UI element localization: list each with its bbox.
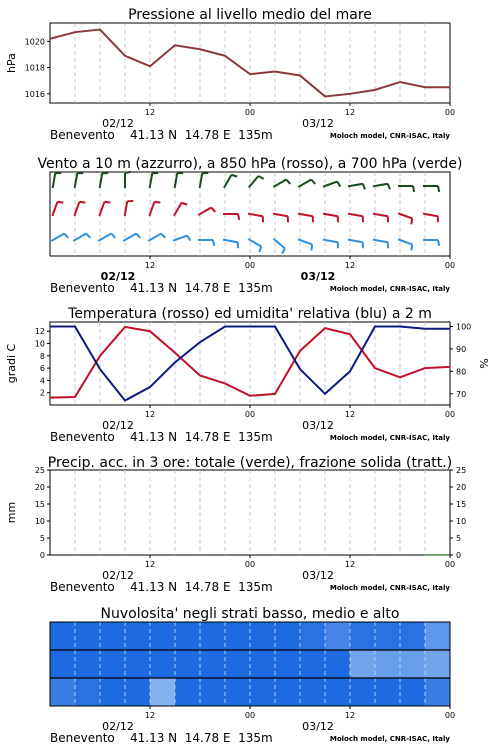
barb-shaft [275, 240, 285, 248]
y2-tick-label: 90 [456, 344, 467, 354]
barb-shaft [300, 180, 311, 187]
barb-flag [438, 240, 439, 246]
barb-shaft [375, 184, 388, 186]
chart-title: Temperatura (rosso) ed umidita' relativa (blu) a 2 m [68, 306, 432, 322]
barb-shaft [175, 203, 182, 214]
barb-shaft [250, 214, 263, 216]
barb-shaft [53, 173, 55, 186]
barb-flag [311, 244, 312, 250]
wind-850-barb [223, 214, 239, 220]
date-label: 03/12 [302, 569, 334, 582]
barb-flag [337, 182, 340, 187]
barb-shaft [375, 214, 388, 216]
y-tick-label: 5 [39, 534, 45, 543]
location-label: Benevento 41.13 N 14.78 E 135m [50, 580, 273, 594]
wind-850-barb [149, 202, 160, 216]
date-label: 02/12 [100, 270, 136, 283]
wind-10m-barb [98, 234, 115, 242]
credit-label: Moloch model, CNR-ISAC, Italy [329, 584, 450, 592]
date-label: 02/12 [102, 720, 134, 733]
wind-850-barb [74, 202, 85, 216]
cloud-cell-basso [200, 678, 225, 706]
barb-shaft [400, 214, 412, 218]
cloud-cell-alto [125, 622, 150, 650]
date-label: 03/12 [300, 270, 336, 283]
cloud-cell-basso [250, 678, 275, 706]
y-tick-label: 10 [34, 517, 45, 526]
barb-shaft [400, 240, 412, 244]
location-label: Benevento 41.13 N 14.78 E 135m [50, 281, 273, 295]
wind-10m-barb [123, 234, 140, 242]
cloud-cell-alto [175, 622, 200, 650]
y-axis-label: mm [5, 501, 18, 524]
cloud-cell-basso [325, 678, 350, 706]
barb-tail [323, 186, 325, 187]
barb-flag [238, 214, 239, 220]
location-label: Benevento 41.13 N 14.78 E 135m [50, 731, 273, 745]
chart-title: Nuvolosita' negli strati basso, medio e alto [100, 606, 400, 622]
cloud-cell-medio [200, 650, 225, 678]
barb-flag [64, 234, 68, 238]
x-tick-label: 12 [344, 410, 356, 419]
cloud-cell-basso [400, 678, 425, 706]
barb-shaft [375, 240, 388, 242]
y2-tick-label: 70 [456, 389, 467, 399]
wind-10m-barb [51, 234, 68, 242]
barb-tail [173, 240, 175, 241]
precip-bar [425, 554, 450, 555]
barb-tail [52, 214, 53, 216]
barb-shaft [125, 234, 136, 241]
x-tick-label: 00 [244, 410, 256, 419]
date-label: 02/12 [102, 117, 134, 130]
y2-tick-label: 0 [456, 551, 462, 560]
barb-tail [298, 239, 300, 240]
x-tick-label: 12 [344, 108, 356, 117]
barb-tail [51, 240, 53, 241]
y2-tick-label: 80 [456, 367, 467, 377]
wind-10m-barb [173, 236, 190, 241]
y-tick-label: 6 [39, 364, 45, 374]
barb-flag [187, 236, 190, 241]
barb-tail [273, 239, 275, 240]
barb-shaft [175, 236, 187, 240]
date-label: 02/12 [102, 419, 134, 432]
barb-tail [248, 239, 250, 240]
barb-tail [99, 214, 100, 216]
x-tick-label: 00 [444, 108, 456, 117]
wind-700-barb [200, 173, 209, 188]
wind-700-barb [398, 186, 414, 192]
wind-10m-barb [73, 234, 90, 242]
barb-shaft [53, 202, 57, 214]
wind-850-barb [125, 201, 134, 216]
cloud-cell-basso [75, 678, 100, 706]
y-tick-label: 2 [39, 388, 45, 398]
y-tick-label: 0 [39, 551, 45, 560]
cloud-cell-basso [225, 678, 250, 706]
barb-flag [211, 208, 215, 212]
barb-tail [273, 186, 275, 187]
credit-label: Moloch model, CNR-ISAC, Italy [329, 285, 450, 293]
x-tick-label: 00 [244, 108, 256, 117]
barb-tail [398, 239, 400, 240]
barb-flag [213, 240, 214, 246]
barb-tail [123, 240, 125, 241]
cloud-cell-medio [175, 650, 200, 678]
x-tick-label: 12 [344, 560, 356, 569]
wind-850-barb [174, 203, 187, 216]
cloud-cell-alto [425, 622, 450, 650]
barb-shaft [75, 234, 86, 241]
y-tick-label: 1016 [24, 89, 45, 99]
barb-tail [74, 214, 75, 216]
y-tick-label: 1018 [24, 63, 45, 73]
wind-700-barb [53, 173, 62, 188]
barb-tail [298, 186, 300, 187]
barb-flag [286, 180, 290, 184]
location-label: Benevento 41.13 N 14.78 E 135m [50, 430, 273, 444]
y2-tick-label: 25 [456, 466, 467, 475]
barb-shaft [250, 240, 261, 247]
barb-flag [182, 203, 188, 205]
date-label: 03/12 [302, 117, 334, 130]
wind-10m-barb [423, 240, 439, 246]
barb-flag [438, 186, 439, 192]
barb-flag [86, 234, 90, 238]
x-tick-label: 12 [144, 560, 156, 569]
cloud-cell-alto [225, 622, 250, 650]
barb-flag [79, 202, 85, 203]
cloud-cell-medio [275, 650, 300, 678]
cloud-cell-alto [100, 622, 125, 650]
barb-shaft [225, 175, 232, 186]
barb-tail [224, 186, 225, 188]
x-tick-label: 12 [144, 108, 156, 117]
cloud-cell-medio [75, 650, 100, 678]
barb-shaft [300, 240, 312, 244]
y-axis-label: gradi C [5, 343, 18, 384]
x-tick-label: 00 [444, 261, 456, 270]
barb-flag [57, 202, 63, 203]
y-tick-label: 25 [34, 466, 45, 475]
barb-shaft [100, 202, 104, 214]
cloud-cell-basso [175, 678, 200, 706]
barb-flag [111, 234, 115, 238]
cloud-cell-alto [350, 622, 375, 650]
x-tick-label: 12 [144, 410, 156, 419]
barb-shaft [75, 202, 79, 214]
barb-shaft [300, 214, 313, 216]
barb-flag [388, 184, 390, 190]
cloud-cell-alto [400, 622, 425, 650]
barb-flag [104, 202, 110, 203]
barb-shaft [325, 240, 338, 242]
wind-10m-barb [148, 234, 165, 242]
x-tick-label: 00 [444, 711, 456, 720]
cloud-cell-medio [425, 650, 450, 678]
panel-frame-1 [50, 23, 450, 103]
wind-700-barb [150, 173, 159, 188]
x-tick-label: 12 [144, 261, 156, 270]
y2-tick-label: 100 [456, 322, 472, 332]
wind-700-barb [298, 180, 315, 188]
wind-700-barb [249, 176, 264, 187]
barb-flag [232, 175, 238, 177]
cloud-cell-basso [350, 678, 375, 706]
barb-flag [363, 184, 365, 190]
x-tick-label: 00 [444, 410, 456, 419]
y-tick-label: 8 [39, 351, 45, 361]
y2-tick-label: 10 [456, 517, 467, 526]
credit-label: Moloch model, CNR-ISAC, Italy [329, 132, 450, 140]
cloud-cell-alto [150, 622, 175, 650]
cloud-cell-alto [75, 622, 100, 650]
wind-700-barb [423, 186, 439, 192]
barb-flag [411, 218, 412, 224]
x-tick-label: 00 [244, 261, 256, 270]
date-label: 03/12 [302, 419, 334, 432]
x-tick-label: 12 [344, 261, 356, 270]
wind-850-barb [52, 202, 63, 216]
y-tick-label: 20 [34, 483, 45, 492]
barb-flag [282, 248, 285, 253]
barb-flag [125, 172, 131, 173]
x-tick-label: 00 [244, 560, 256, 569]
wind-700-barb [348, 184, 365, 190]
barb-tail [174, 214, 175, 216]
chart-title: Vento a 10 m (azzurro), a 850 hPa (rosso), a 700 hPa (verde) [37, 156, 463, 172]
cloud-cell-basso [100, 678, 125, 706]
wind-700-barb [273, 180, 290, 188]
barb-shaft [350, 240, 363, 242]
barb-shaft [150, 234, 161, 241]
wind-850-barb [198, 208, 215, 216]
cloud-cell-basso [150, 678, 175, 706]
wind-700-barb [75, 173, 84, 188]
barb-shaft [250, 176, 258, 186]
x-tick-label: 00 [244, 711, 256, 720]
wind-700-barb [224, 175, 237, 188]
barb-shaft [275, 214, 288, 216]
date-label: 02/12 [102, 569, 134, 582]
barb-flag [154, 202, 160, 203]
wind-850-barb [99, 202, 110, 216]
barb-shaft [53, 234, 64, 241]
y2-tick-label: 15 [456, 500, 467, 509]
barb-flag [259, 247, 261, 253]
wind-10m-barb [198, 240, 214, 246]
cloud-cell-medio [225, 650, 250, 678]
barb-tail [73, 240, 75, 241]
cloud-cell-medio [300, 650, 325, 678]
y-tick-label: 1020 [24, 37, 45, 47]
barb-shaft [350, 184, 363, 186]
wind-700-barb [323, 182, 340, 187]
barb-shaft [325, 214, 338, 216]
barb-shaft [150, 202, 154, 214]
wind-700-barb [175, 173, 184, 188]
barb-shaft [100, 234, 111, 241]
date-label: 03/12 [302, 720, 334, 733]
cloud-cell-basso [300, 678, 325, 706]
cloud-cell-medio [325, 650, 350, 678]
barb-flag [161, 234, 165, 238]
barb-tail [249, 186, 250, 188]
y2-tick-label: 5 [456, 534, 462, 543]
barb-flag [411, 244, 412, 250]
y-tick-label: 4 [39, 376, 45, 386]
cloud-cell-alto [275, 622, 300, 650]
x-tick-label: 00 [444, 560, 456, 569]
barb-tail [149, 214, 150, 216]
cloud-cell-alto [250, 622, 275, 650]
chart-title: Pressione al livello medio del mare [128, 7, 372, 23]
y-tick-label: 10 [34, 339, 45, 349]
barb-tail [148, 240, 150, 241]
barb-tail [398, 213, 400, 214]
barb-flag [311, 180, 315, 184]
x-tick-label: 12 [344, 711, 356, 720]
y-axis-label: hPa [5, 53, 18, 73]
cloud-cell-alto [375, 622, 400, 650]
cloud-cell-medio [350, 650, 375, 678]
barb-shaft [200, 208, 211, 215]
cloud-cell-alto [200, 622, 225, 650]
cloud-cell-alto [300, 622, 325, 650]
cloud-cell-medio [50, 650, 75, 678]
barb-tail [98, 240, 100, 241]
y2-axis-label: % [478, 358, 491, 369]
cloud-cell-alto [325, 622, 350, 650]
wind-700-barb [373, 184, 390, 190]
barb-shaft [350, 214, 363, 216]
y2-tick-label: 20 [456, 483, 467, 492]
cloud-cell-medio [100, 650, 125, 678]
barb-flag [258, 176, 263, 179]
wind-700-barb [125, 172, 131, 188]
cloud-cell-medio [400, 650, 425, 678]
x-tick-label: 12 [144, 711, 156, 720]
barb-flag [413, 186, 414, 192]
cloud-cell-alto [50, 622, 75, 650]
cloud-cell-medio [250, 650, 275, 678]
cloud-cell-medio [375, 650, 400, 678]
barb-shaft [275, 180, 286, 187]
barb-shaft [325, 182, 337, 186]
cloud-cell-basso [425, 678, 450, 706]
cloud-cell-basso [275, 678, 300, 706]
cloud-cell-basso [375, 678, 400, 706]
location-label: Benevento 41.13 N 14.78 E 135m [50, 128, 273, 142]
cloud-cell-medio [150, 650, 175, 678]
chart-title: Precip. acc. in 3 ore: totale (verde), frazione solida (tratt.) [47, 455, 453, 471]
y-tick-label: 15 [34, 500, 45, 509]
cloud-cell-basso [50, 678, 75, 706]
cloud-cell-medio [125, 650, 150, 678]
barb-tail [198, 214, 200, 215]
barb-shaft [225, 240, 238, 242]
credit-label: Moloch model, CNR-ISAC, Italy [329, 735, 450, 743]
cloud-cell-basso [125, 678, 150, 706]
credit-label: Moloch model, CNR-ISAC, Italy [329, 434, 450, 442]
barb-flag [136, 234, 140, 238]
barb-shaft [425, 214, 438, 216]
wind-700-barb [100, 173, 109, 188]
y-tick-label: 12 [34, 327, 45, 337]
